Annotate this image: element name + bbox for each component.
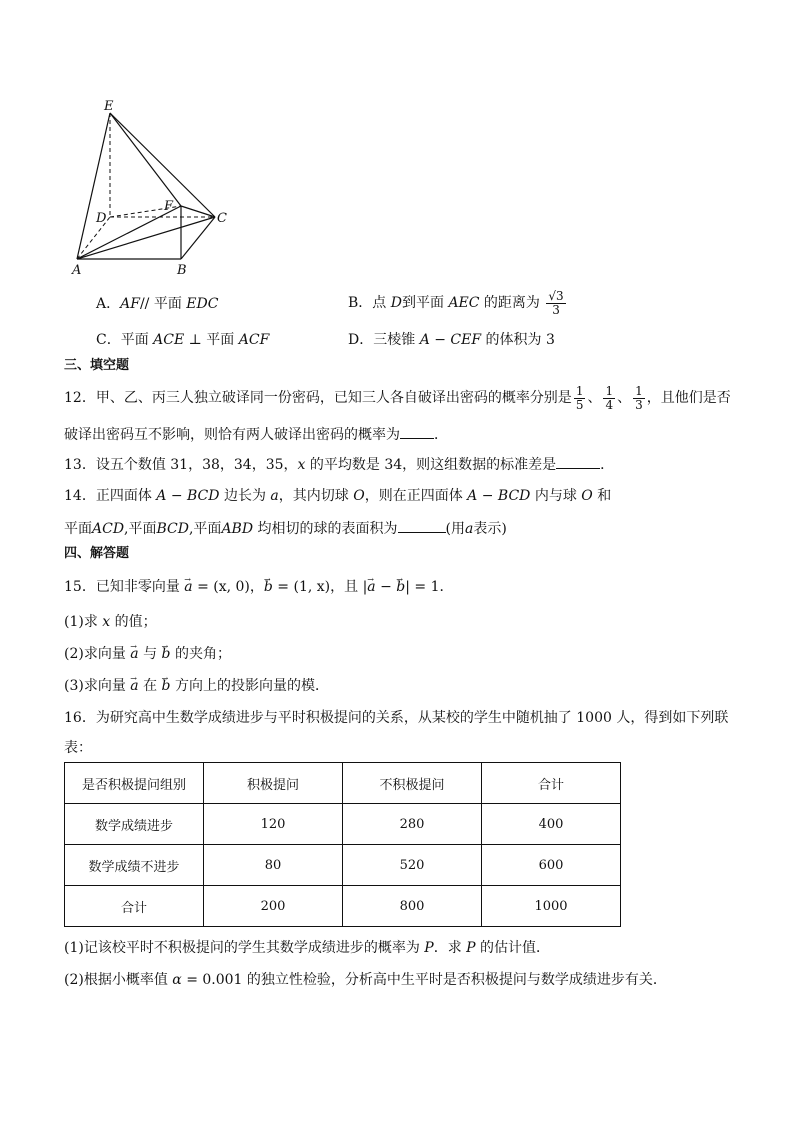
edge-ec xyxy=(110,113,215,217)
table-cell: 520 xyxy=(343,845,482,886)
q12-frac-1 xyxy=(574,385,586,412)
q13-text: 13．设五个数值 31，38，34，35， xyxy=(64,457,298,473)
q15-vec-b2: → b xyxy=(396,579,405,595)
q13-line xyxy=(64,454,614,475)
q12-frac-2-num: 1 xyxy=(605,383,614,398)
option-c-math2: ACF xyxy=(238,332,270,348)
q12-end: ． xyxy=(434,427,448,443)
option-a-math2: EDC xyxy=(186,296,219,312)
q15-p1b: 的值； xyxy=(110,614,157,630)
q15-p3c: 方向上的投影向量的模． xyxy=(170,678,329,694)
option-b-frac-num: √3 xyxy=(548,288,564,303)
q14-line2 xyxy=(64,518,507,539)
q14-m5: O xyxy=(581,488,593,504)
table-cell: 1000 xyxy=(482,886,621,927)
q12-text-line2: 破译出密码互不影响，则恰有两人破译出密码的概率为 xyxy=(64,427,400,443)
table-cell: 800 xyxy=(343,886,482,927)
table-header-row xyxy=(65,763,621,804)
q15-eq3: | = 1． xyxy=(405,579,454,595)
table-cell: 600 xyxy=(482,845,621,886)
q14-m9: a xyxy=(464,521,474,537)
table-cell: 数学成绩进步 xyxy=(65,804,204,845)
q12-sep-2: 、 xyxy=(617,390,632,406)
option-b-text: 到平面 xyxy=(401,295,449,311)
q14-t2: 边长为 xyxy=(219,488,271,504)
q12-frac-1-num: 1 xyxy=(575,383,584,398)
q14-t5: 内与球 xyxy=(530,488,582,504)
q11-option-b xyxy=(348,288,568,318)
q15-p2c: 的夹角； xyxy=(170,646,231,662)
q13-var: x xyxy=(297,457,306,473)
option-b-text2: 的距离为 xyxy=(479,295,545,311)
option-c-text: ⊥ 平面 xyxy=(184,332,239,348)
q16-p1b: ．求 xyxy=(433,940,467,956)
q14-t9: ,平面 xyxy=(188,521,222,537)
q16-line2: 表： xyxy=(64,740,92,756)
table-row xyxy=(65,886,621,927)
q11-option-c xyxy=(96,330,269,350)
q12-frac-3-num: 1 xyxy=(635,383,643,398)
q15-p3-vec-b: → b xyxy=(162,678,171,694)
option-c-math: ACE xyxy=(153,332,185,348)
q15-vec-b: → b xyxy=(264,579,273,595)
q14-answer-blank[interactable] xyxy=(398,518,446,533)
q15-part3 xyxy=(64,676,329,696)
table-row xyxy=(65,845,621,886)
edge-ef xyxy=(110,113,181,206)
q15-p1a: (1)求 xyxy=(64,614,103,630)
edge-bc xyxy=(181,217,215,259)
q15-line1 xyxy=(64,577,454,597)
table-header-cell: 不积极提问 xyxy=(343,763,482,804)
option-a-text: // 平面 xyxy=(139,296,187,312)
table-header-cell: 积极提问 xyxy=(204,763,343,804)
label-f: F xyxy=(164,199,174,214)
q14-t4: ，则在正四面体 xyxy=(364,488,468,504)
q14-t10: 均相切的球的表面积为 xyxy=(253,521,398,537)
q15-eq2: = (1, x)，且 | xyxy=(272,579,368,595)
q14-m1: A − BCD xyxy=(156,488,220,504)
q15-part2 xyxy=(64,644,231,664)
q15-p2a: (2)求向量 xyxy=(64,646,131,662)
q14-m4: A − BCD xyxy=(467,488,531,504)
q14-t7: 平面 xyxy=(64,521,92,537)
option-a-math: AF xyxy=(120,296,140,312)
q16-part2 xyxy=(64,970,667,990)
q14-line1 xyxy=(64,486,611,506)
q12-frac-1-den: 5 xyxy=(575,397,584,412)
q15-minus: − xyxy=(375,579,397,595)
q14-t12: 表示) xyxy=(473,521,507,537)
tetrahedron-figure xyxy=(60,96,240,281)
option-a-prefix: A． xyxy=(96,296,121,312)
q11-option-a xyxy=(96,294,218,314)
section-fill-in-title: 三、填空题 xyxy=(64,358,130,373)
table-row xyxy=(65,804,621,845)
q15-p2-vec-a: → a xyxy=(130,646,138,662)
q12-text-b: ，且他们是否 xyxy=(646,390,731,406)
table-cell: 280 xyxy=(343,804,482,845)
edge-ea xyxy=(77,113,110,259)
q12-line1 xyxy=(64,382,731,414)
label-e: E xyxy=(104,99,114,114)
q15-t1: 15．已知非零向量 xyxy=(64,579,185,595)
table-header-cell: 是否积极提问组别 xyxy=(65,763,204,804)
section-solve-title: 四、解答题 xyxy=(64,546,130,561)
label-a: A xyxy=(72,263,82,278)
q15-p2b: 与 xyxy=(138,646,162,662)
q16-p1c: 的估计值． xyxy=(475,940,551,956)
q15-p1x: x xyxy=(102,614,111,630)
q12-frac-2-den: 4 xyxy=(605,397,614,412)
q16-p2m: α xyxy=(172,972,182,988)
q12-answer-blank[interactable] xyxy=(400,424,434,439)
q12-text-a: 12．甲、乙、丙三人独立破译同一份密码，已知三人各自破译出密码的概率分别是 xyxy=(64,390,572,406)
label-d: D xyxy=(96,211,107,226)
q11-option-d xyxy=(348,330,555,350)
q12-line2 xyxy=(64,424,448,445)
q16-part1 xyxy=(64,938,550,958)
q15-part1 xyxy=(64,612,157,632)
q16-p1a: (1)记该校平时不积极提问的学生其数学成绩进步的概率为 xyxy=(64,940,425,956)
q12-frac-2 xyxy=(603,385,615,412)
q16-p1m: P xyxy=(424,940,434,956)
q15-vec-a: → a xyxy=(184,579,192,595)
option-d-math: A − CEF xyxy=(419,332,482,348)
q12-frac-3 xyxy=(633,385,645,412)
option-b-prefix: B．点 xyxy=(348,295,391,311)
option-d-prefix: D．三棱锥 xyxy=(348,332,420,348)
table-cell: 200 xyxy=(204,886,343,927)
option-b-math: D xyxy=(390,295,402,311)
table-cell: 400 xyxy=(482,804,621,845)
q13-end: ． xyxy=(600,457,615,473)
table-cell: 合计 xyxy=(65,886,204,927)
q14-t8: ,平面 xyxy=(124,521,157,537)
table-header-cell: 合计 xyxy=(482,763,621,804)
q14-m3: O xyxy=(353,488,365,504)
table-cell: 120 xyxy=(204,804,343,845)
q14-t3: ，其内切球 xyxy=(278,488,354,504)
label-c: C xyxy=(217,211,227,226)
option-b-fraction xyxy=(546,290,565,317)
q14-m6: ACD xyxy=(92,521,125,537)
q16-p1m2: P xyxy=(466,940,476,956)
table-cell: 80 xyxy=(204,845,343,886)
q16-p2b: = 0.001 的独立性检验，分析高中生平时是否积极提问与数学成绩进步有关． xyxy=(181,972,667,988)
q12-frac-3-den: 3 xyxy=(635,397,643,412)
table-cell: 数学成绩不进步 xyxy=(65,845,204,886)
q13-text2: 的平均数是 34，则这组数据的标准差是 xyxy=(305,457,557,473)
label-b: B xyxy=(177,263,187,278)
contingency-table xyxy=(64,762,621,927)
q16-p2a: (2)根据小概率值 xyxy=(64,972,173,988)
q15-p2-vec-b: → b xyxy=(162,646,171,662)
q14-m7: BCD xyxy=(156,521,189,537)
q15-eq1: = (x, 0)， xyxy=(192,579,264,595)
q14-t1: 14．正四面体 xyxy=(64,488,157,504)
q15-p3b: 在 xyxy=(138,678,162,694)
option-b-frac-den: 3 xyxy=(552,302,560,317)
q14-m2: a xyxy=(270,488,279,504)
option-c-prefix: C．平面 xyxy=(96,332,154,348)
q16-line1: 16．为研究高中生数学成绩进步与平时积极提问的关系，从某校的学生中随机抽了 1000 人，得到如下列联 xyxy=(64,710,729,726)
q14-t11: (用 xyxy=(445,521,465,537)
q14-t6: 和 xyxy=(592,488,612,504)
option-b-math2: AEC xyxy=(448,295,480,311)
q15-p3a: (3)求向量 xyxy=(64,678,131,694)
q12-sep-1: 、 xyxy=(587,390,602,406)
q15-p3-vec-a: → a xyxy=(130,678,138,694)
q15-vec-a2: → a xyxy=(367,579,375,595)
q14-m8: ABD xyxy=(221,521,254,537)
option-d-text: 的体积为 3 xyxy=(481,332,555,348)
q13-answer-blank[interactable] xyxy=(556,454,600,469)
